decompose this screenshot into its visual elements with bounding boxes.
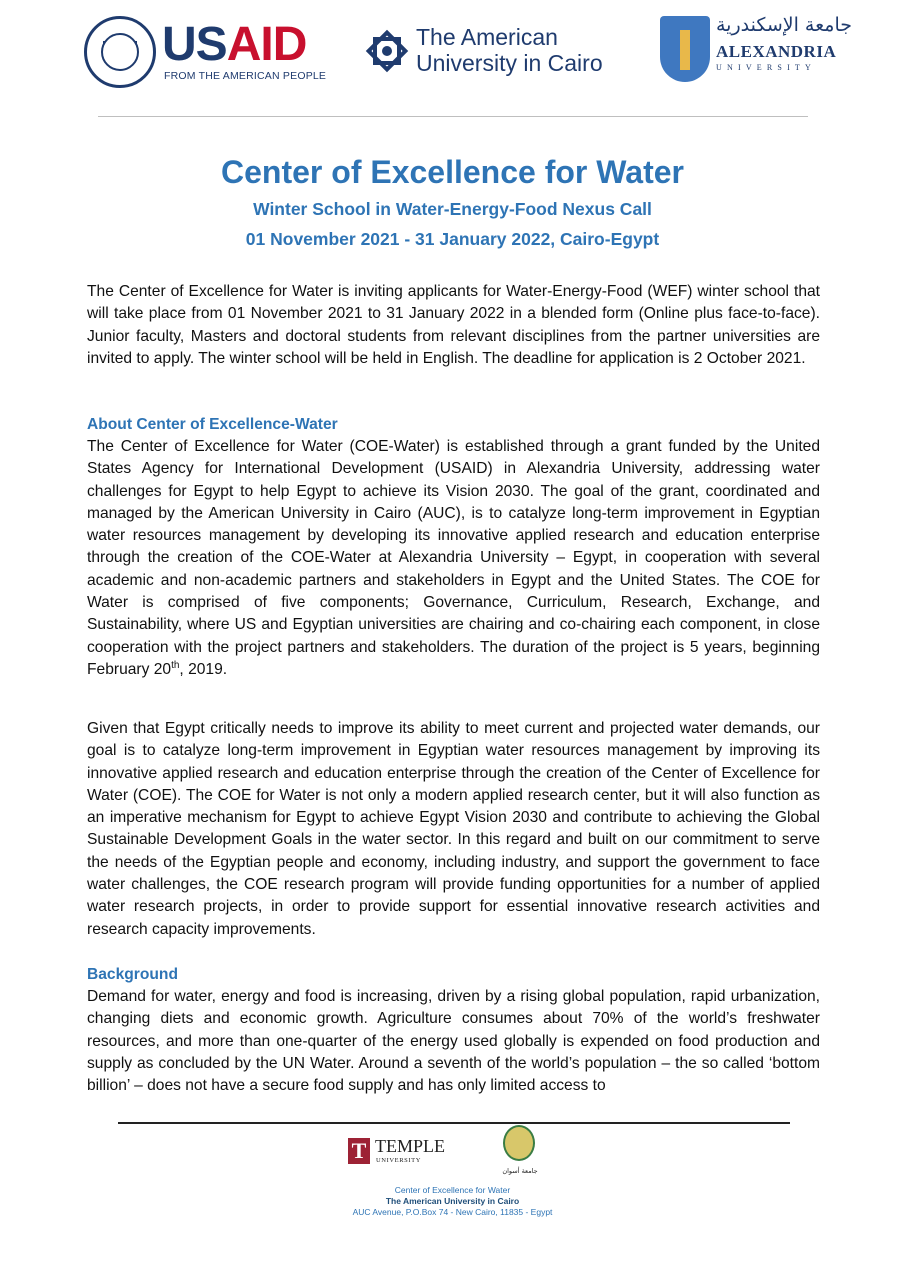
alexandria-arabic-name: جامعة الإسكندرية <box>716 14 852 36</box>
alexandria-name: ALEXANDRIA <box>716 42 837 61</box>
footer-line-3: AUC Avenue, P.O.Box 74 - New Cairo, 11835 - Egypt <box>352 1207 553 1217</box>
background-paragraph: Demand for water, energy and food is increasing, driven by a rising global population, rapid urbanization, changing diets and economic growth. Agriculture consumes about 70% of the world’s freshwater resources, and more than one-quarter of the energy used globally is expended on food production and supply as concluded by the UN Water. Around a seventh of the world’s population – the so called ‘bottom billion’ – does not have a secure food supply and has only limited access to <box>87 988 820 1095</box>
header-divider <box>98 116 808 117</box>
page-subtitle: Winter School in Water-Energy-Food Nexus Call <box>253 199 652 219</box>
goal-paragraph: Given that Egypt critically needs to improve its ability to meet current and projected water demands, our goal is to catalyze long-term improvement in Egyptian water resources management by improving its innovative applied research and education enterprise through the creation of the Center of Excellence for Water (COE). The COE for Water is not only a modern applied research center, but it will also function as an imperative mechanism for Egypt to achieve Egypt Vision 2030 and contribute to achieving the Global Sustainable Development Goals in the water sector. In this regard and built on our commitment to serve the needs of the Egyptian people and economy, including industry, and support the government to face water challenges, the COE research program will provide funding opportunities for a number of applied water research projects, in order to provide support for essential innovative research activities and research capacity improvements. <box>87 720 820 938</box>
aswan-logo <box>500 1125 540 1183</box>
event-dates: 01 November 2021 - 31 January 2022, Cairo-Egypt <box>245 229 660 249</box>
alexandria-sub: UNIVERSITY <box>716 63 816 72</box>
intro-paragraph: The Center of Excellence for Water is inviting applicants for Water-Energy-Food (WEF) winter school that will take place from 01 November 2021 to 31 January 2022 in a blended form (Online plus face-to-face). Junior faculty, Masters and doctoral students from relevant disciplines from the partner universities are invited to apply. The winter school will be held in English. The deadline for application is 2 October 2021. <box>87 283 820 367</box>
footer-line-2: The American University in Cairo <box>385 1196 520 1206</box>
page-title: Center of Excellence for Water <box>221 154 684 190</box>
about-heading: About Center of Excellence-Water <box>87 416 338 433</box>
temple-name: TEMPLE <box>375 1136 445 1156</box>
auc-emblem-icon <box>362 26 412 76</box>
usaid-logo <box>84 16 329 88</box>
temple-sub: UNIVERSITY <box>376 1157 421 1164</box>
usaid-wordmark: USAID <box>162 18 307 71</box>
background-heading: Background <box>87 966 178 983</box>
aswan-name: جامعة أسوان <box>502 1167 538 1175</box>
alexandria-logo <box>660 14 852 94</box>
temple-logo <box>348 1138 458 1168</box>
about-paragraph: The Center of Excellence for Water (COE-Water) is established through a grant funded by the United States Agency for International Development (USAID) in Alexandria University, addressing water challenges for Egypt to help Egypt to achieve its Vision 2030. The goal of the grant, coordinated and managed by the American University in Cairo (AUC), is to catalyze long-term improvement in Egyptian water resources management by developing its innovative applied research and education enterprise through the creation of the COE-Water at Alexandria University – Egypt, in cooperation with several academic and non-academic partners and stakeholders in Egypt and the United States. The COE for Water is comprised of five components; Governance, Curriculum, Research, Exchange, and Sustainability, where US and Egyptian universities are chairing and co-chairing each component, in close cooperation with the project partners and stakeholders. The duration of the project is 5 years, beginning February 20th, 2019. <box>87 438 820 678</box>
auc-logo <box>362 24 637 84</box>
usaid-seal-icon <box>84 16 156 88</box>
usaid-tagline: FROM THE AMERICAN PEOPLE <box>164 70 327 82</box>
aswan-emblem-icon <box>503 1125 535 1161</box>
temple-t-icon: T <box>348 1138 370 1164</box>
footer-line-1: Center of Excellence for Water <box>394 1185 511 1195</box>
header-logos <box>0 14 905 94</box>
auc-name: The American University in Cairo <box>416 24 603 76</box>
footer-divider <box>118 1122 790 1124</box>
lighthouse-shield-icon <box>660 16 710 82</box>
